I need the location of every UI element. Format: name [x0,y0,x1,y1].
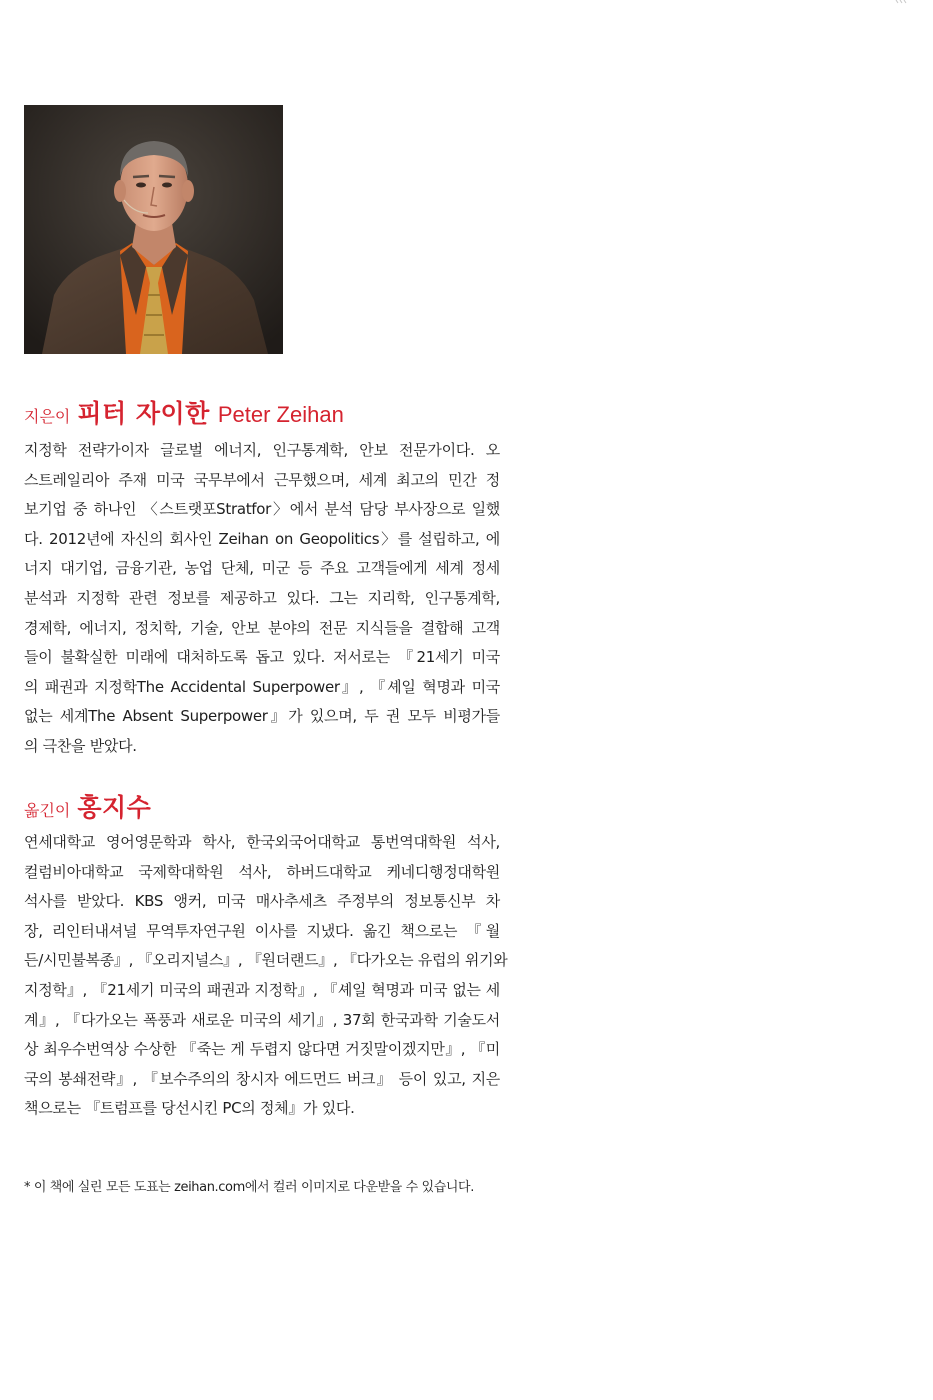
author-bio-line: 의 패권과 지정학The Accidental Superpower』, 『셰일 혁명과 미국 [24,677,500,696]
translator-bio-line: 장, 리인터내셔널 무역투자연구원 이사를 지냈다. 옮긴 책으로는 『월 [24,921,500,940]
translator-bio-line: 연세대학교 영어영문학과 학사, 한국외국어대학교 통번역대학원 석사, [24,833,500,851]
translator-bio-line: 지정학』, 『21세기 미국의 패권과 지정학』, 『셰일 혁명과 미국 없는 세 [24,980,500,999]
translator-heading [24,788,159,824]
author-bio-line: 지정학 전략가이자 글로벌 에너지, 인구통계학, 안보 전문가이다. 오 [24,441,500,459]
author-bio-line: 스트레일리아 주재 미국 국무부에서 근무했으며, 세계 최고의 민간 정 [24,470,500,489]
translator-bio-line: 계』, 『다가오는 폭풍과 새로운 미국의 세기』, 37회 한국과학 기술도서 [24,1010,500,1029]
author-bio-line: 다. 2012년에 자신의 회사인 Zeihan on Geopolitics〉를 설립하고, 에 [24,529,500,548]
author-bio-line: 경제학, 에너지, 정치학, 기술, 안보 분야의 전문 지식들을 결합해 고객 [24,618,500,637]
author-portrait [24,105,283,354]
page-corner-mark [895,0,909,4]
translator-bio-line: 상 최우수번역상 수상한 『죽는 게 두렵지 않다면 거짓말이겠지만』, 『미 [24,1040,500,1059]
author-name-english: Peter Zeihan [217,402,344,427]
translator-name-korean: 홍지수 [77,793,152,822]
translator-bio-line: 책으로는 『트럼프를 당선시킨 PC의 정체』가 있다. [24,1099,355,1118]
translator-bio-line: 든/시민불복종』, 『오리지널스』, 『원더랜드』, 『다가오는 유럽의 위기와 [24,951,508,970]
author-bio-line: 너지 대기업, 금융기관, 농업 단체, 미군 등 주요 고객들에게 세계 정세 [24,559,500,578]
footnote: * 이 책에 실린 모든 도표는 zeihan.com에서 컬러 이미지로 다운받을 수 있습니다. [24,1180,474,1195]
translator-bio [24,828,508,1124]
translator-bio-line: 국의 봉쇄전략』, 『보수주의의 창시자 에드먼드 버크』 등이 있고, 지은 [24,1069,500,1088]
translator-role-label: 옮긴이 [24,801,71,820]
author-heading [24,394,344,430]
author-name-korean: 피터 자이한 [77,399,210,428]
translator-bio-line: 석사를 받았다. KBS 앵커, 미국 매사추세츠 주정부의 정보통신부 차 [24,892,500,911]
author-bio-line: 분석과 지정학 관련 정보를 제공하고 있다. 그는 지리학, 인구통계학, [24,588,500,607]
author-role-label: 지은이 [24,407,71,426]
author-bio-line: 보기업 중 하나인 〈스트랫포Stratfor〉에서 분석 담당 부사장으로 일했 [24,500,500,519]
author-bio-line: 의 극찬을 받았다. [24,736,137,755]
author-bio-line: 들이 불확실한 미래에 대처하도록 돕고 있다. 저서로는 『21세기 미국 [24,648,500,667]
author-bio [24,436,500,762]
translator-bio-line: 컬럼비아대학교 국제학대학원 석사, 하버드대학교 케네디행정대학원 [24,862,500,881]
author-bio-line: 없는 세계The Absent Superpower』가 있으며, 두 권 모두 비평가들 [24,707,500,726]
